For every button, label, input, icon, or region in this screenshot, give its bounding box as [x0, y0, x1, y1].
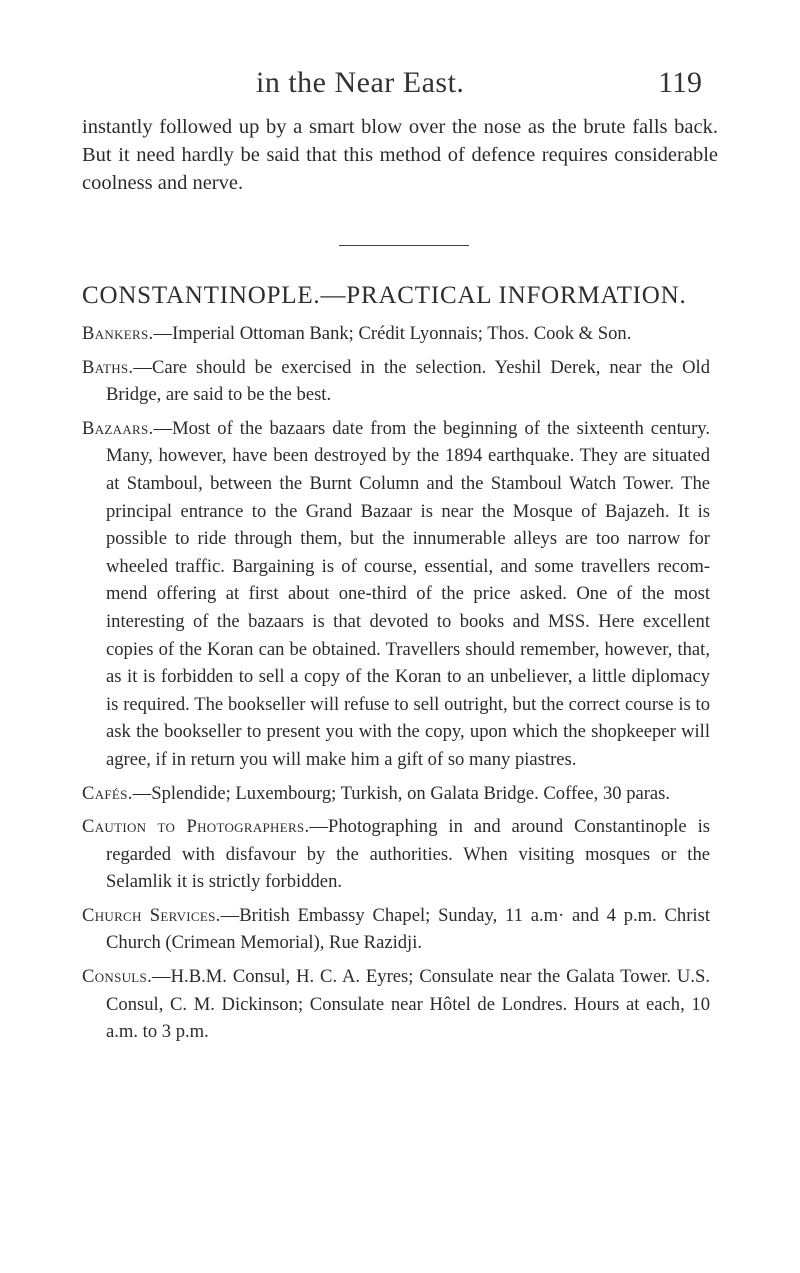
practical-information-list [82, 320, 710, 1052]
section-title: CONSTANTINOPLE.—PRACTICAL INFORMATION. [82, 282, 687, 309]
entry-text: —Most of the bazaars date from the beginning of the sixteenth century. Many, however, have been destroyed by the 1894 earthquake. They are situated at Stamboul, between the Burnt Column and the Stamboul Watch Tower. The principal entrance to the Grand Bazaar is near the Mosque of Bajazeh. It is possible to ride through them, but the innumerable alleys are too narrow for wheeled traffic. Bargaining is of course, essential, and some travellers recommend offering at first about one-third of the price asked. One of the most interesting of the bazaars is that devoted to books and MSS. Here excellent copies of the Koran can be obtained. Travellers should remember, however, that, as it is forbidden to sell a copy of the Koran to an unbeliever, a little diplomacy is required. The bookseller will refuse to sell outright, but the correct course is to ask the bookseller to present you with the copy, upon which the shopkeeper will agree, if in return you will make him a gift of so many piastres. [106, 417, 710, 770]
entry-cafes [82, 780, 710, 808]
page-number: 119 [658, 66, 702, 99]
entry-heading: Baths. [82, 356, 134, 378]
entry-bankers [82, 320, 710, 348]
entry-heading: Consuls. [82, 966, 153, 988]
running-title: in the Near East. [256, 66, 465, 99]
entry-heading: Church Services. [82, 904, 221, 926]
entry-church-services [82, 902, 710, 957]
entry-text: —Photographing in and around Constantinople is regarded with disfavour by the authorities. When visiting mosques or the Selamlik it is strictly forbidden. [106, 816, 710, 893]
entry-text: —Care should be exercised in the selection. Yeshil Derek, near the Old Bridge, are said to be the best. [106, 356, 710, 406]
entry-consuls [82, 963, 710, 1046]
entry-text: —Imperial Ottoman Bank; Crédit Lyonnais; Thos. Cook & Son. [153, 323, 632, 344]
entry-heading: Bazaars. [82, 417, 154, 439]
entry-heading: Bankers. [82, 323, 154, 344]
entry-text: —British Embassy Chapel; Sunday, 11 a.m· and 4 p.m. Christ Church (Crimean Memorial), Rue Razidji. [106, 904, 710, 954]
entry-heading: Caution to Photographers. [82, 816, 310, 838]
section-divider [339, 245, 469, 246]
entry-bazaars [82, 415, 710, 774]
entry-heading: Cafés. [82, 782, 133, 804]
entry-text: —Splendide; Luxembourg; Turkish, on Galata Bridge. Coffee, 30 paras. [132, 782, 671, 804]
intro-paragraph: instantly followed up by a smart blow over the nose as the brute falls back. But it need hardly be said that this method of defence requires considerable coolness and nerve. [82, 116, 718, 194]
entry-caution-to-photographers [82, 813, 710, 896]
entry-text: —H.B.M. Consul, H. C. A. Eyres; Consulate near the Galata Tower. U.S. Consul, C. M. Dickinson; Consulate near Hôtel de Londres. Hours at each, 10 a.m. to 3 p.m. [106, 966, 710, 1043]
entry-baths [82, 354, 710, 409]
